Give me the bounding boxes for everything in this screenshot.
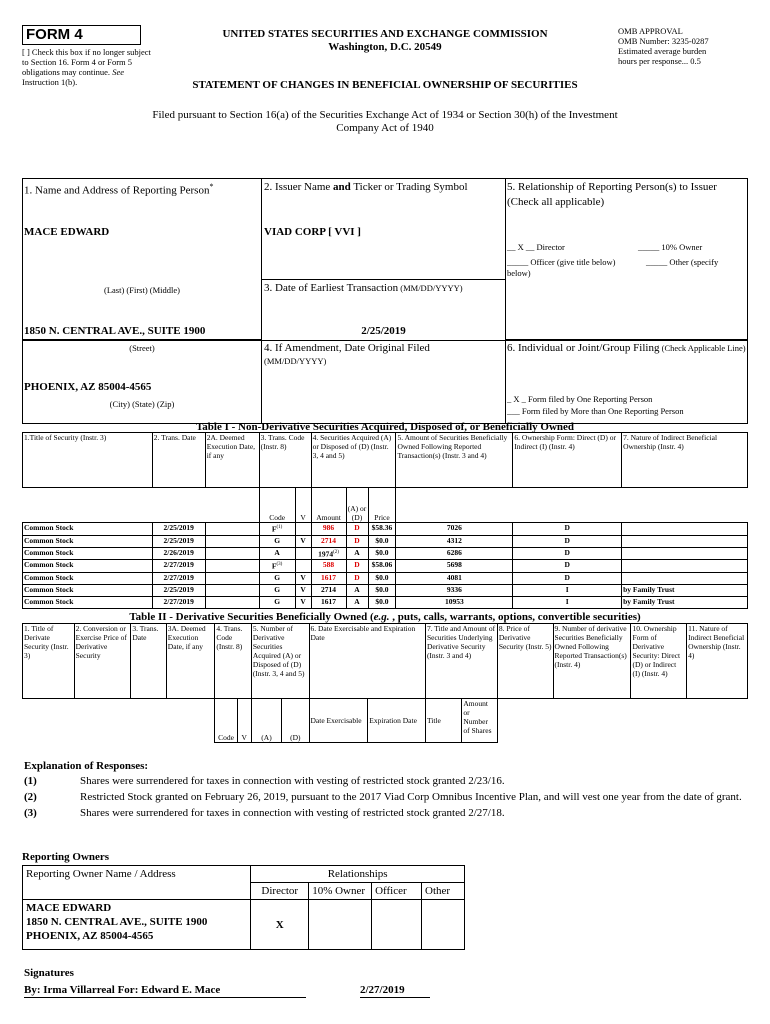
t1-amount: 2714 (311, 584, 346, 596)
t1-ad: D (346, 572, 368, 584)
ten-pct-option: _____ 10% Owner (638, 242, 703, 252)
t1-ad: D (346, 560, 368, 573)
t2-h-price: 8. Price of Derivative Security (Instr. 5) (497, 624, 553, 699)
t1-sub-ad: (A) or (D) (346, 488, 368, 523)
t2-h-number-owned: 9. Number of derivative Securities Beneficially Owned Following Reported Transaction(s) (Instr. 4) (553, 624, 631, 699)
owners-col-officer: Officer (372, 883, 422, 900)
explanation-text: Shares were surrendered for taxes in connection with vesting of restricted stock granted 2/27/18. (80, 807, 505, 819)
t1-date: 2/27/2019 (152, 572, 205, 584)
table1-row (23, 572, 748, 584)
t1-v (295, 560, 311, 573)
omb-approval (618, 26, 758, 66)
explanation-item (24, 790, 744, 804)
t1-price: $58.06 (368, 560, 396, 573)
explanation-list (24, 774, 744, 822)
other-option: _____ Other (specify (646, 257, 719, 267)
table1-row (23, 523, 748, 536)
footnote-ref: (3) (276, 562, 283, 567)
box5-label: 5. Relationship of Reporting Person(s) to Issuer (507, 181, 717, 193)
below-text: below) (507, 268, 531, 278)
reporter-street: 1850 N. CENTRAL AVE., SUITE 1900 (24, 325, 206, 337)
form-title: FORM 4 (22, 25, 141, 45)
see-text: See (112, 67, 124, 77)
t1-owned: 6286 (396, 547, 513, 560)
owners-col-other: Other (422, 883, 465, 900)
t1-code: G (259, 596, 295, 608)
t1-price: $0.0 (368, 535, 396, 547)
omb-number: OMB Number: 3235-0287 (618, 36, 709, 46)
t1-title: Common Stock (23, 535, 153, 547)
t1-deemed (205, 560, 259, 573)
table1-row (23, 596, 748, 608)
t1-owned: 7026 (396, 523, 513, 536)
t1-amount: 588 (311, 560, 346, 573)
t2-h-number: 5. Number of Derivative Securities Acquired (A) or Disposed of (D) (Instr. 3, 4 and 5) (251, 624, 309, 699)
t1-date: 2/26/2019 (152, 547, 205, 560)
table2 (22, 623, 748, 743)
owners-col-ten: 10% Owner (309, 883, 372, 900)
omb-title: OMB APPROVAL (618, 26, 683, 36)
explanation-text: Shares were surrendered for taxes in connection with vesting of restricted stock granted 2/23/16. (80, 775, 505, 787)
explanation-number: (3) (24, 807, 37, 819)
box4-label: 4. If Amendment, Date Original Filed (264, 342, 430, 354)
checkbox-text: [ ] Check this box if no longer subject to Section 16. Form 4 or Form 5 obligations may continue. (22, 47, 151, 77)
t1-nature (622, 547, 748, 560)
box2-label: 2. Issuer Name and Ticker or Trading Symbol (264, 181, 468, 193)
owner-address: MACE EDWARD 1850 N. CENTRAL AVE., SUITE 1900 PHOENIX, AZ 85004-4565 (23, 900, 251, 950)
t1-date: 2/27/2019 (152, 560, 205, 573)
t1-h-nature: 7. Nature of Indirect Beneficial Ownership (Instr. 4) (622, 433, 748, 488)
checkbox-note (22, 47, 152, 87)
t1-form: D (513, 523, 622, 536)
explanation-number: (1) (24, 775, 37, 787)
t1-h-owned: 5. Amount of Securities Beneficially Owned Following Reported Transaction(s) (Instr. 3 and 4) (396, 433, 513, 488)
agency-city: Washington, D.C. 20549 (328, 41, 442, 53)
signature-by: By: Irma Villarreal For: Edward E. Mace (24, 983, 306, 998)
director-option: __ X __ Director (507, 242, 565, 252)
t1-deemed (205, 596, 259, 608)
t1-owned: 4312 (396, 535, 513, 547)
t1-ad: A (346, 547, 368, 560)
t1-title: Common Stock (23, 560, 153, 573)
t1-date: 2/25/2019 (152, 535, 205, 547)
t1-owned: 4081 (396, 572, 513, 584)
t1-sub-price: Price (368, 488, 396, 523)
earliest-date: 2/25/2019 (361, 325, 406, 337)
t2-h-exercisable: 6. Date Exercisable and Expiration Date (309, 624, 425, 699)
t1-title: Common Stock (23, 572, 153, 584)
t1-amount: 1617 (311, 596, 346, 608)
t1-code: A (259, 547, 295, 560)
t1-ad: A (346, 584, 368, 596)
t1-price: $0.0 (368, 572, 396, 584)
one-person-option: _ X _ Form filed by One Reporting Person (507, 394, 653, 404)
table1-caption: Table I - Non-Derivative Securities Acquired, Disposed of, or Beneficially Owned (195, 421, 575, 433)
t1-amount: 1974$^{(2)}$ (311, 547, 346, 560)
t1-title: Common Stock (23, 584, 153, 596)
signatures-title: Signatures (24, 967, 74, 979)
owners-col-rel: Relationships (251, 866, 465, 883)
reporter-name: MACE EDWARD (24, 226, 110, 238)
t1-h-deemed: 2A. Deemed Execution Date, if any (205, 433, 259, 488)
t1-code: G (259, 572, 295, 584)
t1-price: $0.0 (368, 596, 396, 608)
t1-owned: 9336 (396, 584, 513, 596)
table1-row (23, 535, 748, 547)
t1-h-title: 1.Title of Security (Instr. 3) (23, 433, 153, 488)
t1-amount: 1617 (311, 572, 346, 584)
t2-h-underlying: 7. Title and Amount of Securities Underlying Derivative Security (Instr. 3 and 4) (425, 624, 497, 699)
signature-date: 2/27/2019 (360, 983, 430, 998)
omb-hours: hours per response... 0.5 (618, 56, 701, 66)
t2-sub-exercisable: Date Exercisable (309, 699, 368, 743)
t1-v (295, 547, 311, 560)
t2-sub-a: (A) (251, 699, 281, 743)
t1-owned: 5698 (396, 560, 513, 573)
t1-ad: D (346, 535, 368, 547)
filed-pursuant: Filed pursuant to Section 16(a) of the Securities Exchange Act of 1934 or Section 30(h) of the Investment Company Act of 1940 (152, 109, 618, 134)
table1-row (23, 560, 748, 573)
footnote-ref: (2) (333, 549, 339, 555)
t2-sub-code: Code (215, 699, 237, 743)
agency-name: UNITED STATES SECURITIES AND EXCHANGE COMMISSION (222, 28, 548, 40)
explanation-item (24, 806, 744, 820)
box1-label: 1. Name and Address of Reporting Person* (24, 182, 214, 197)
owners-col-name: Reporting Owner Name / Address (23, 866, 251, 900)
explanation-item (24, 774, 744, 788)
owners-table (22, 865, 465, 950)
t1-v (295, 523, 311, 536)
t1-ad: A (346, 596, 368, 608)
t2-h-deemed: 3A. Deemed Execution Date, if any (166, 624, 215, 699)
t2-h-nature: 11. Nature of Indirect Beneficial Ownership (Instr. 4) (687, 624, 748, 699)
t2-sub-amount: Amount or Number of Shares (462, 699, 497, 743)
t2-h-conversion: 2. Conversion or Exercise Price of Derivative Security (74, 624, 131, 699)
issuer-name: VIAD CORP [ VVI ] (264, 226, 361, 238)
t1-nature (622, 560, 748, 573)
street-label: (Street) (129, 343, 155, 353)
t2-h-title: 1. Title of Derivate Security (Instr. 3) (23, 624, 75, 699)
owners-title: Reporting Owners (22, 851, 110, 863)
t1-h-code: 3. Trans. Code (Instr. 8) (259, 433, 311, 488)
t1-v: V (295, 584, 311, 596)
t1-form: I (513, 584, 622, 596)
t1-form: D (513, 572, 622, 584)
t1-ad: D (346, 523, 368, 536)
t1-deemed (205, 547, 259, 560)
t1-amount: 2714 (311, 535, 346, 547)
t1-code: $F^{(1)}$ (259, 523, 295, 536)
t1-form: D (513, 547, 622, 560)
table1-row (23, 547, 748, 560)
t1-form: D (513, 560, 622, 573)
name-parts: (Last) (First) (Middle) (103, 285, 180, 295)
t2-sub-title: Title (425, 699, 461, 743)
t1-sub-code: Code (259, 488, 295, 523)
explanation-title: Explanation of Responses: (24, 760, 149, 772)
t2-h-ownership: 10. Ownership Form of Derivative Security: Direct (D) or Indirect (I) (Instr. 4) (631, 624, 687, 699)
t1-price: $58.36 (368, 523, 396, 536)
t1-amount: 986 (311, 523, 346, 536)
table1-row (23, 584, 748, 596)
omb-burden: Estimated average burden (618, 46, 707, 56)
t1-date: 2/25/2019 (152, 584, 205, 596)
t2-h-date: 3. Trans. Date (131, 624, 166, 699)
table2-caption: Table II - Derivative Securities Beneficially Owned (e.g. , puts, calls, warrants, options, convertible securities) (129, 611, 641, 623)
t2-h-code: 4. Trans. Code (Instr. 8) (215, 624, 251, 699)
t1-price: $0.0 (368, 547, 396, 560)
t1-deemed (205, 535, 259, 547)
reporter-city: PHOENIX, AZ 85004-4565 (24, 381, 152, 393)
owner-director-mark: X (251, 900, 309, 950)
t1-nature (622, 523, 748, 536)
t1-date: 2/25/2019 (152, 523, 205, 536)
t1-deemed (205, 584, 259, 596)
t1-v: V (295, 596, 311, 608)
t1-code: G (259, 535, 295, 547)
t1-code: G (259, 584, 295, 596)
t1-v: V (295, 572, 311, 584)
t1-owned: 10953 (396, 596, 513, 608)
t1-sub-v: V (295, 488, 311, 523)
footnote-ref: (1) (276, 525, 283, 530)
more-persons-option: ___ Form filed by More than One Reporting Person (507, 406, 684, 416)
box1-reporting-person (22, 178, 262, 340)
t1-h-date: 2. Trans. Date (152, 433, 205, 488)
table1 (22, 432, 748, 609)
t1-nature: by Family Trust (622, 584, 748, 596)
box5-sub: (Check all applicable) (507, 196, 605, 208)
table1-body (23, 523, 748, 609)
city-label: (City) (State) (Zip) (109, 399, 175, 409)
t1-nature (622, 535, 748, 547)
t1-nature (622, 572, 748, 584)
t1-code: $F^{(3)}$ (259, 560, 295, 573)
t1-sub-amount: Amount (311, 488, 346, 523)
t1-price: $0.0 (368, 584, 396, 596)
t1-nature: by Family Trust (622, 596, 748, 608)
explanation-number: (2) (24, 791, 37, 803)
instruction-text: Instruction 1(b). (22, 77, 78, 87)
t2-sub-d: (D) (282, 699, 309, 743)
t1-title: Common Stock (23, 523, 153, 536)
t1-title: Common Stock (23, 547, 153, 560)
t1-title: Common Stock (23, 596, 153, 608)
t1-date: 2/27/2019 (152, 596, 205, 608)
statement-title: STATEMENT OF CHANGES IN BENEFICIAL OWNERSHIP OF SECURITIES (192, 79, 578, 91)
t1-form: I (513, 596, 622, 608)
box3-label: 3. Date of Earliest Transaction (MM/DD/YYYY) (264, 282, 463, 294)
owners-col-director: Director (251, 883, 309, 900)
t2-sub-v: V (237, 699, 251, 743)
t1-deemed (205, 523, 259, 536)
t1-h-form: 6. Ownership Form: Direct (D) or Indirect (I) (Instr. 4) (513, 433, 622, 488)
t1-h-acquired: 4. Securities Acquired (A) or Disposed of (D) (Instr. 3, 4 and 5) (311, 433, 396, 488)
t1-form: D (513, 535, 622, 547)
t1-deemed (205, 572, 259, 584)
t1-v: V (295, 535, 311, 547)
explanation-text: Restricted Stock granted on February 26, 2019, pursuant to the 2017 Viad Corp Omnibus Incentive Plan, and will vest one year from the date of grant. (80, 791, 742, 803)
box4-format: (MM/DD/YYYY) (264, 356, 327, 366)
officer-option: _____ Officer (give title below) (507, 257, 616, 267)
box6-label: 6. Individual or Joint/Group Filing (Check Applicable Line) (507, 342, 746, 354)
t2-sub-expiration: Expiration Date (368, 699, 426, 743)
